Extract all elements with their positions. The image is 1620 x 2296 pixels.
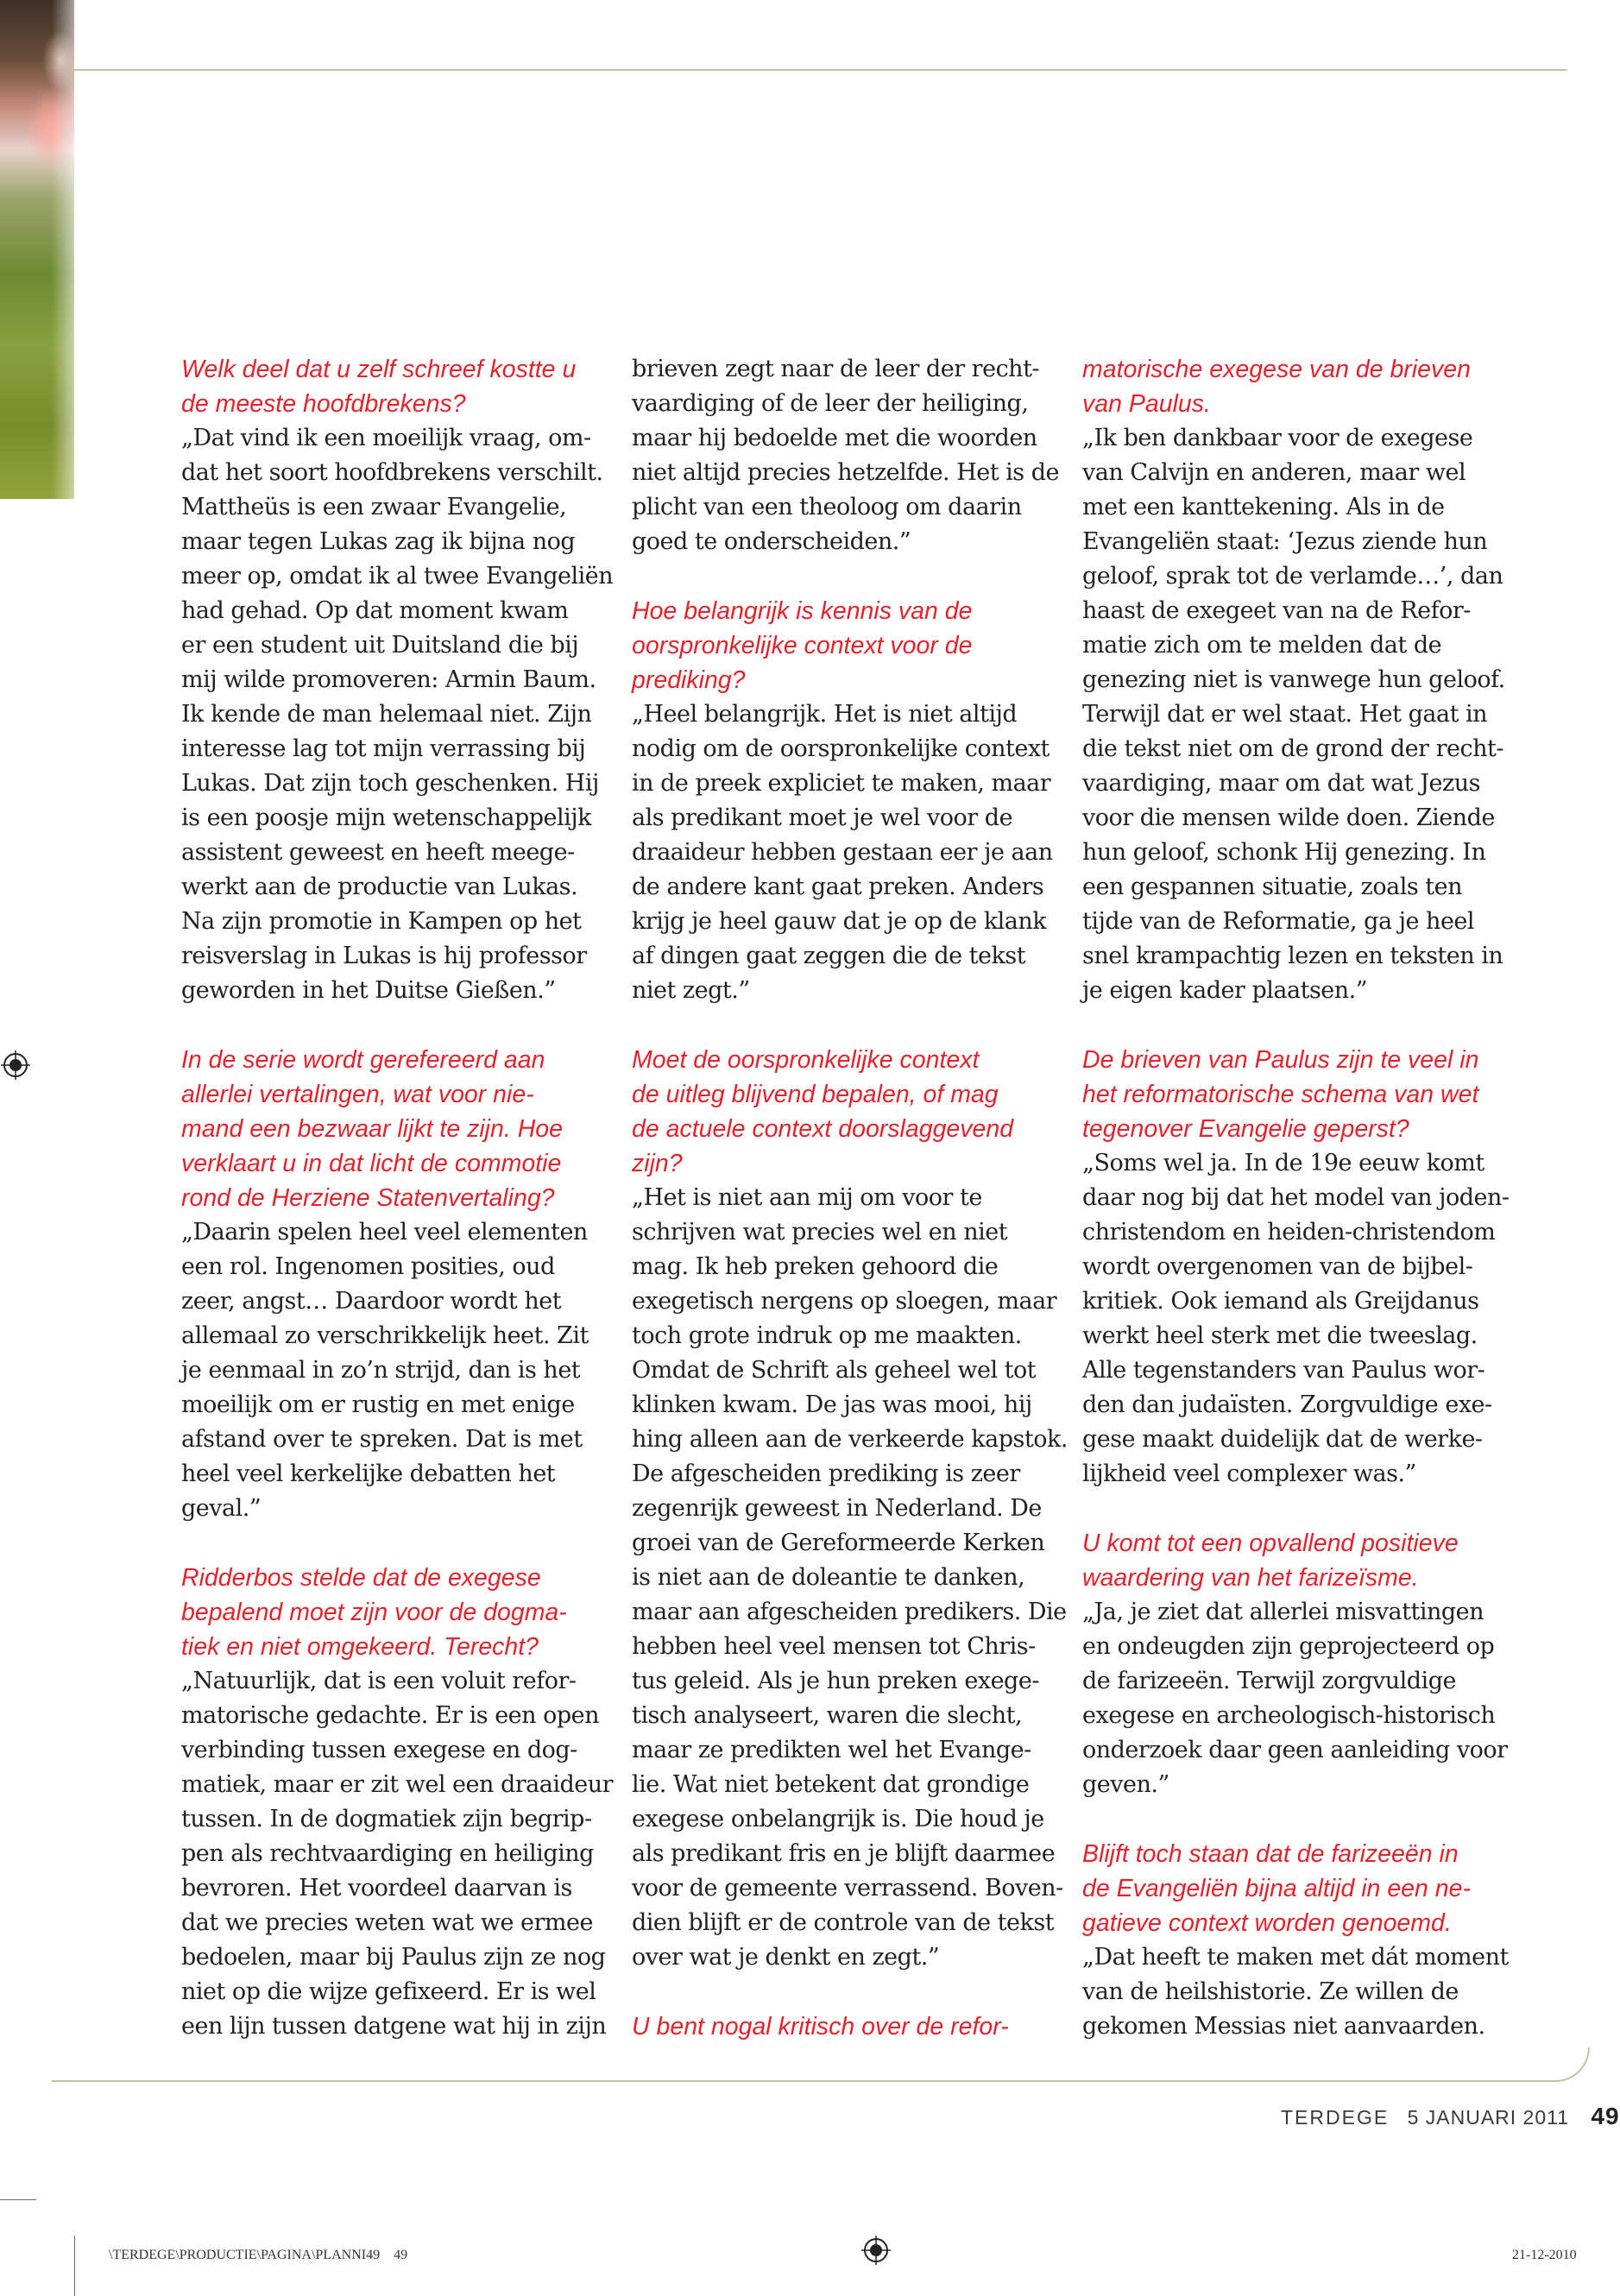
question: Welk deel dat u zelf schreef kostte u de meeste hoofdbrekens? [181, 356, 577, 418]
page-frame-top [74, 69, 1567, 71]
page-frame-bottom [52, 2080, 1536, 2082]
question: U komt tot een opvallend positieve waardering van het farizeïsme. [1082, 1530, 1459, 1592]
question: Blijft toch staan dat de farizeeën in de Evangeliën bijna altijd in een ne- gatieve context worden genoemd. [1082, 1840, 1471, 1937]
crop-mark [0, 2199, 36, 2200]
question: In de serie wordt gerefereerd aan allerlei vertalingen, wat voor nie- mand een bezwaar lijkt te zijn. Hoe verklaart u in dat licht de commotie rond de Herziene Statenvertaling? [181, 1046, 563, 1212]
answer: „Heel belangrijk. Het is niet altijd nodig om de oorspronkelijke context in de preek expliciet te maken, maar als predikant moet je wel voor de draaideur hebben gestaan eer je aan de andere kant gaat preken. Anders krijg je heel gauw dat je op de klank af dingen gaat zeggen die de tekst niet zegt.” [632, 701, 1053, 1004]
page-number: 49 [1591, 2103, 1620, 2129]
question: De brieven van Paulus zijn te veel in het reformatorische schema van wet tegenover Evangelie geperst? [1082, 1046, 1479, 1143]
slug-line [109, 2248, 407, 2263]
slug-date: 21-12-2010 [1512, 2248, 1577, 2262]
question: matorische exegese van de brieven van Paulus. [1082, 356, 1471, 418]
answer: „Het is niet aan mij om voor te schrijven wat precies wel en niet mag. Ik heb preken gehoord die exegetisch nergens op sloegen, maar toch grote indruk op me maakten. Omdat de Schrift als geheel wel tot klinken kwam. De jas was mooi, hij hing alleen aan de verkeerde kapstok. De afgescheiden prediking is zeer zegenrijk geweest in Nederland. De groei van de Gereformeerde Kerken is niet aan de doleantie te danken, maar aan afgescheiden predikers. Die hebben heel veel mensen tot Chris- tus geleid. Als je hun preken exege- tisch analyseert, waren die slecht, maar ze predikten wel het Evange- lie. Wat niet betekent dat grondige exegese onbelangrijk is. Die houd je als predikant fris en je blijft daarmee voor de gemeente verrassend. Boven- dien blijft er de controle van de tekst over wat je denkt en zegt.” [632, 1184, 1068, 1971]
column-1 [181, 352, 617, 2044]
magazine-name: TERDEGE [1281, 2106, 1390, 2129]
answer: „Ja, je ziet dat allerlei misvattingen en ondeugden zijn geprojecteerd op de farizeeën. Terwijl zorgvuldige exegese en archeologisch-historisch onderzoek daar geen aanleiding voor geven.” [1082, 1599, 1508, 1798]
answer: „Dat vind ik een moeilijk vraag, om- dat het soort hoofdbrekens verschilt. Mattheüs is een zwaar Evangelie, maar tegen Lukas zag ik bijna nog meer op, omdat ik al twee Evangeliën had gehad. Op dat moment kwam er een student uit Duitsland die bij mij wilde promoveren: Armin Baum. Ik kende de man helemaal niet. Zijn interesse lag tot mijn verrassing bij Lukas. Dat zijn toch geschenken. Hij is een poosje mijn wetenschappelijk assistent geweest en heeft meege- werkt aan de productie van Lukas. Na zijn promotie in Kampen op het reisverslag in Lukas is hij professor geworden in het Duitse Gießen.” [181, 425, 614, 1004]
registration-mark-icon [861, 2236, 891, 2265]
page-frame-corner [1519, 2047, 1590, 2082]
answer: „Dat heeft te maken met dát moment van de heilshistorie. Ze willen de gekomen Messias niet aanvaarden. [1082, 1944, 1509, 2040]
answer: „Daarin spelen heel veel elementen een rol. Ingenomen posities, oud zeer, angst… Daardoor wordt het allemaal zo verschrikkelijk heet. Zit je eenmaal in zo’n strijd, dan is het moeilijk om er rustig en met enige afstand over te spreken. Dat is met heel veel kerkelijke debatten het geval.” [181, 1219, 589, 1522]
issue-date: 5 JANUARI 2011 [1407, 2106, 1570, 2129]
answer: „Soms wel ja. In de 19e eeuw komt daar nog bij dat het model van joden- christendom en heiden-christendom wordt overgenomen van de bijbel- kritiek. Ook iemand als Greijdanus werkt heel sterk met die tweeslag. Alle tegenstanders van Paulus wor- den dan judaïsten. Zorgvuldige exe- gese maakt duidelijk dat de werke- lijkheid veel complexer was.” [1082, 1150, 1510, 1487]
slug-path: \TERDEGE\PRODUCTIE\PAGINA\PLANNI49 [109, 2248, 381, 2262]
answer: „Ik ben dankbaar voor de exegese van Calvijn en anderen, maar wel met een kanttekening. Als in de Evangeliën staat: ‘Jezus ziende hun geloof, sprak tot de verlamde…’, dan haast de exegeet van na de Refor- matie zich om te melden dat de genezing niet is vanwege hun geloof. Terwijl dat er wel staat. Het gaat in die tekst niet om de grond der recht- vaardiging, maar om dat wat Jezus voor die mensen wilde doen. Ziende hun geloof, schonk Hij genezing. In een gespannen situatie, zoals ten tijde van de Reformatie, ga je heel snel krampachtig lezen en teksten in je eigen kader plaatsen.” [1082, 425, 1505, 1004]
slug-page: 49 [394, 2248, 408, 2262]
page-footer [1281, 2103, 1620, 2130]
question: U bent nogal kritisch over de refor- [632, 2013, 1009, 2041]
question: Moet de oorspronkelijke context de uitleg blijvend bepalen, of mag de actuele context doorslaggevend zijn? [632, 1046, 1014, 1177]
answer: „Natuurlijk, dat is een voluit refor- matorische gedachte. Er is een open verbinding tussen exegese en dog- matiek, maar er zit wel een draaideur tussen. In de dogmatiek zijn begrip- pen als rechtvaardiging en heiliging bevroren. Het voordeel daarvan is dat we precies weten wat we ermee bedoelen, maar bij Paulus zijn ze nog niet op die wijze gefixeerd. Er is wel een lijn tussen datgene wat hij in zijn [181, 1668, 614, 2040]
column-3 [1082, 352, 1518, 2044]
registration-mark-icon [1, 1050, 30, 1080]
column-2 [632, 352, 1068, 2044]
photo-strip [0, 0, 74, 499]
question: Hoe belangrijk is kennis van de oorspronkelijke context voor de prediking? [632, 597, 973, 694]
question: Ridderbos stelde dat de exegese bepalend moet zijn voor de dogma- tiek en niet omgekeerd. Terecht? [181, 1564, 567, 1661]
answer: brieven zegt naar de leer der recht- vaardiging of de leer der heiliging, maar hij bedoelde met die woorden niet altijd precies hetzelfde. Het is de plicht van een theoloog om daarin goed te onderscheiden.” [632, 356, 1060, 555]
crop-mark [74, 2236, 75, 2296]
